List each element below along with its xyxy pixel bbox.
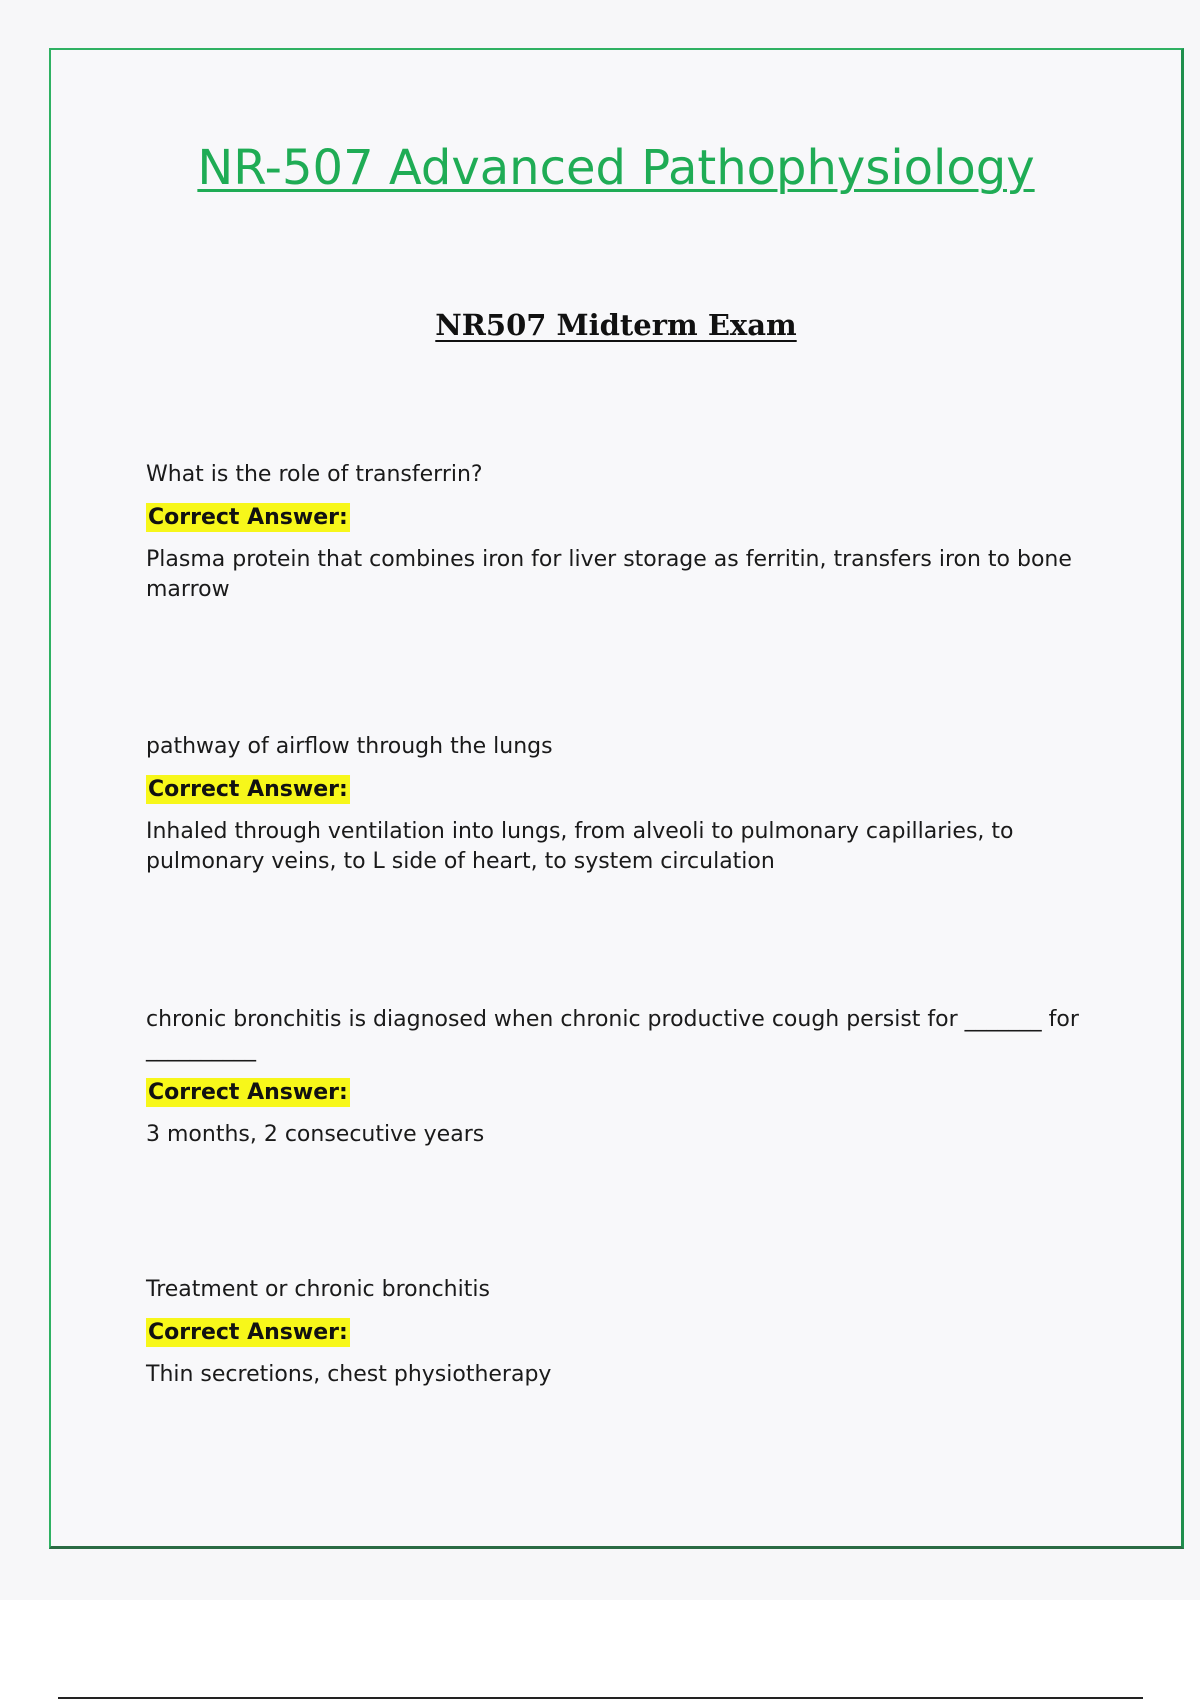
- exam-subtitle: NR507 Midterm Exam: [435, 308, 797, 342]
- qa-block-4: [146, 1275, 1086, 1390]
- answer-text: Inhaled through ventilation into lungs, from alveoli to pulmonary capillaries, to pulmonary veins, to L side of heart, to system circulation: [146, 819, 1014, 874]
- qa-block-3: [146, 1005, 1086, 1150]
- question-text: chronic bronchitis is diagnosed when chronic productive cough persist for _______ for __________: [146, 1007, 1079, 1062]
- qa-block-1: [146, 460, 1086, 605]
- footer-divider: [58, 1697, 1143, 1699]
- answer-text: Plasma protein that combines iron for liver storage as ferritin, transfers iron to bone marrow: [146, 547, 1072, 602]
- correct-answer-label: Correct Answer:: [148, 1320, 348, 1345]
- qa-block-2: [146, 732, 1086, 877]
- question-text: Treatment or chronic bronchitis: [146, 1277, 490, 1302]
- correct-answer-label: Correct Answer:: [148, 1080, 348, 1105]
- page-bottom-margin: [0, 1600, 1200, 1700]
- correct-answer-label: Correct Answer:: [148, 505, 348, 530]
- document-title: NR-507 Advanced Pathophysiology: [197, 140, 1035, 196]
- correct-answer-label: Correct Answer:: [148, 777, 348, 802]
- answer-text: Thin secretions, chest physiotherapy: [146, 1362, 552, 1387]
- question-text: What is the role of transferrin?: [146, 462, 483, 487]
- question-text: pathway of airflow through the lungs: [146, 734, 553, 759]
- answer-text: 3 months, 2 consecutive years: [146, 1122, 485, 1147]
